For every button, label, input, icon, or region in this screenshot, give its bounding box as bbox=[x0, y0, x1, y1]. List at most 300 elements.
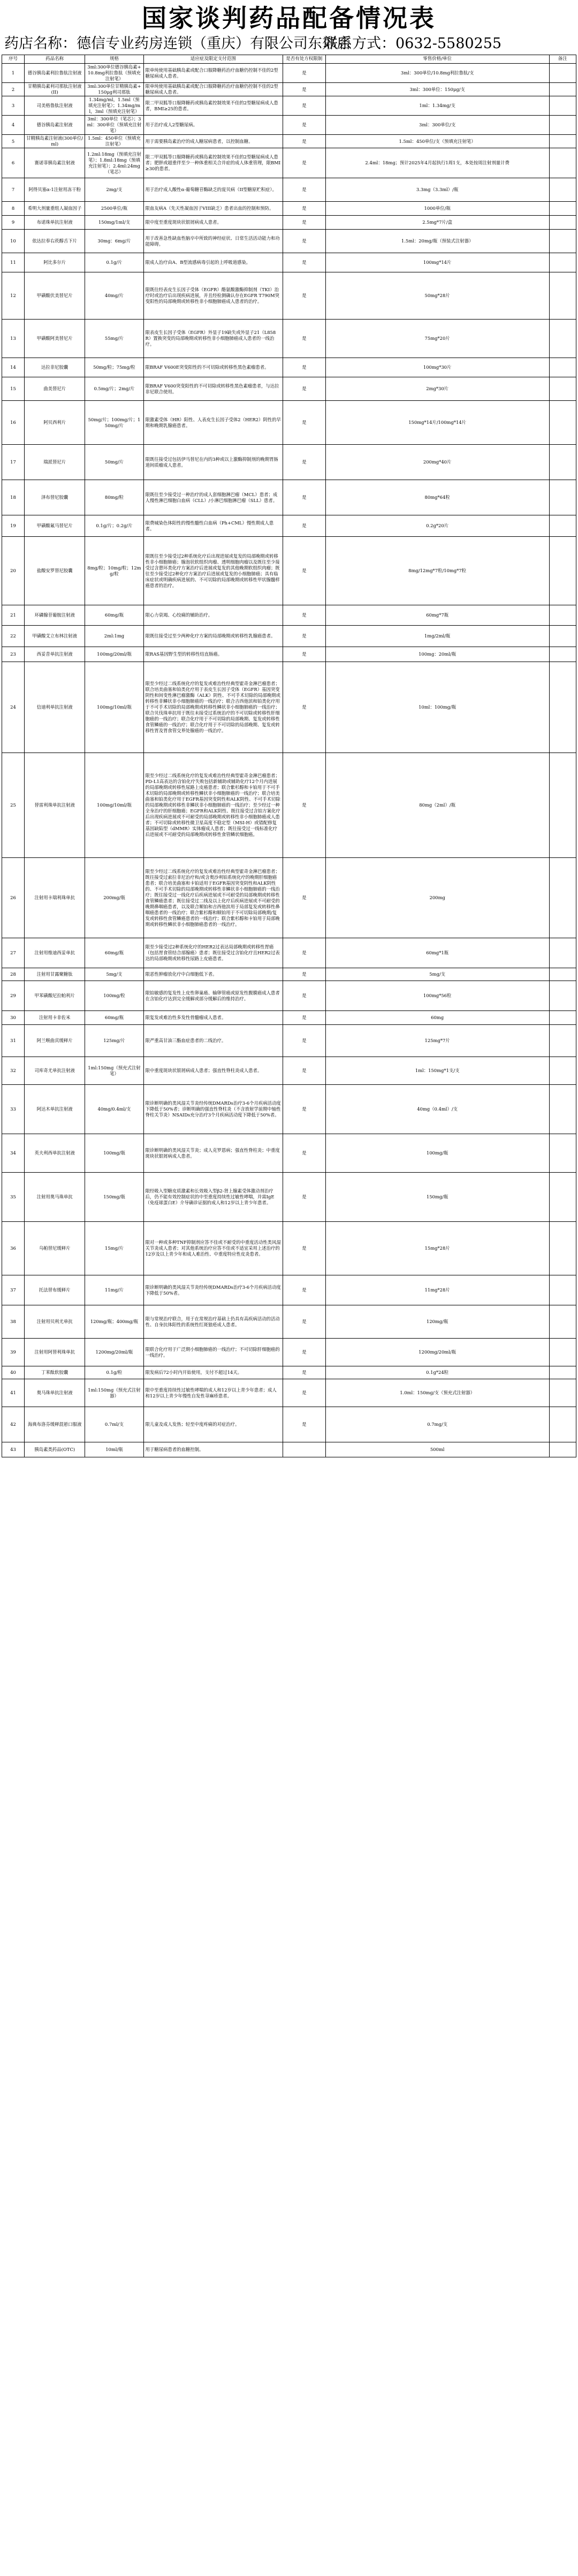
table-row bbox=[2, 116, 576, 135]
drug-spec: 100mg/瓶 bbox=[85, 1134, 143, 1173]
drug-indication: 限儿童及成人发热；轻至中度疼痛的对症治疗。 bbox=[143, 1407, 283, 1442]
retail-price: 200mg*40片 bbox=[325, 445, 549, 480]
drug-indication: 限经吸入型糖皮质激素和长效吸入型β2-肾上腺素受体激动剂治疗后，仍不能有效控制症状的中至重度持续性过敏性哮喘，并需IgE（免疫球蛋白E）介导确诊证据的成人和12岁以上青少年患者。 bbox=[143, 1173, 283, 1222]
retail-price: 100mg/瓶 bbox=[325, 1134, 549, 1173]
drug-indication: 限中重度斑块状银屑病成人患者；强直性脊柱炎成人患者。 bbox=[143, 1057, 283, 1085]
remark bbox=[549, 1134, 576, 1173]
drug-indication: 限表皮生长因子受体（EGFR）外显子19缺失或外显子21（L858R）置换突变的局部晚期或转移性非小细胞肺癌成人患者的一线治疗。 bbox=[143, 320, 283, 358]
rx-restriction: 是 bbox=[283, 64, 325, 83]
drug-name: 甘精胰岛素利司那肽注射液(II) bbox=[24, 83, 85, 96]
retail-price: 150mg/瓶 bbox=[325, 1173, 549, 1222]
remark bbox=[549, 515, 576, 537]
rx-restriction: 是 bbox=[283, 178, 325, 202]
drug-spec: 1.5ml：450单位（预填充注射笔） bbox=[85, 135, 143, 148]
drug-indication: 限血友病A（先天性凝血因子VIII缺乏）患者出血的控制和预防。 bbox=[143, 202, 283, 216]
row-number: 36 bbox=[2, 1222, 25, 1275]
row-number: 15 bbox=[2, 377, 25, 401]
retail-price: 50mg*28片 bbox=[325, 272, 549, 320]
drug-spec: 100mg/粒 bbox=[85, 981, 143, 1011]
row-number: 31 bbox=[2, 1025, 25, 1057]
rx-restriction: 是 bbox=[283, 96, 325, 116]
drug-name: 司库奇尤单抗注射液 bbox=[24, 1057, 85, 1085]
drug-spec: 0.7ml/支 bbox=[85, 1407, 143, 1442]
drug-indication: 限RAS基因野生型的转移性结直肠癌。 bbox=[143, 647, 283, 662]
drug-indication: 限既往至少接受过一种治疗的成人套细胞淋巴瘤（MCL）患者；成人慢性淋巴细胞白血病（CLL）/小淋巴细胞淋巴瘤（SLL）患者。 bbox=[143, 480, 283, 515]
table-row bbox=[2, 202, 576, 216]
column-header: 备注 bbox=[549, 55, 576, 64]
rx-restriction: 是 bbox=[283, 753, 325, 858]
remark bbox=[549, 1275, 576, 1305]
drug-name: 乌帕替尼缓释片 bbox=[24, 1222, 85, 1275]
drug-name: 甲磺酸氟马替尼片 bbox=[24, 515, 85, 537]
drug-indication: 限诊断明确的类风湿关节炎；成人克罗恩病；强直性脊柱炎；中重度斑块状银屑病成人患者。 bbox=[143, 1134, 283, 1173]
table-row bbox=[2, 216, 576, 230]
drug-spec: 150mg/1ml/支 bbox=[85, 216, 143, 230]
drug-name: 注射用阿替利珠单抗 bbox=[24, 1339, 85, 1366]
drug-name: 注射用维迪西妥单抗 bbox=[24, 938, 85, 968]
drug-name: 注射用奥马珠单抗 bbox=[24, 1173, 85, 1222]
drug-name: 甲磺酸艾立布林注射液 bbox=[24, 626, 85, 647]
drug-spec: 60mg/瓶 bbox=[85, 1011, 143, 1025]
row-number: 13 bbox=[2, 320, 25, 358]
retail-price: 3ml：300单位：150μg/支 bbox=[325, 83, 549, 96]
retail-price: 0.7mg/支 bbox=[325, 1407, 549, 1442]
rx-restriction: 是 bbox=[283, 1339, 325, 1366]
remark bbox=[549, 202, 576, 216]
row-number: 17 bbox=[2, 445, 25, 480]
remark bbox=[549, 96, 576, 116]
drug-spec: 10ml/瓶 bbox=[85, 1442, 143, 1457]
remark bbox=[549, 272, 576, 320]
table-row bbox=[2, 1339, 576, 1366]
drug-indication: 限至少经过二线系统化疗的复发或难治性经典型霍奇金淋巴瘤患者；联合培美曲塞和铂类化疗用于表皮生长因子受体（EGFR）基因突变阴性和间变性淋巴瘤激酶（ALK）阴性、不可手术切除的局部晚期或转移性非鳞状非小细胞肺癌的一线治疗；联合吉西他滨和铂类化疗用于不可手术切除的局部晚期或转移性鳞状非小细胞肺癌的一线治疗；联合贝伐珠单抗用于既往未接受过系统治疗的不可切除或转移性肝细胞癌的一线治疗；联合化疗用于不可切除的局部晚期、复发或转移性食管鳞癌的一线治疗；联合化疗用于不可切除的局部晚期、复发或转移性胃及胃食管交界处腺癌的一线治疗。 bbox=[143, 662, 283, 753]
column-header: 规格 bbox=[85, 55, 143, 64]
drug-indication: 限既往接受过包括伊马替尼在内的3种或以上激酶抑制剂的晚期胃肠道间质瘤成人患者。 bbox=[143, 445, 283, 480]
remark bbox=[549, 401, 576, 445]
row-number: 14 bbox=[2, 358, 25, 377]
drug-spec: 80mg/粒 bbox=[85, 480, 143, 515]
drug-spec: 1ml:150mg（预充式注射笔） bbox=[85, 1057, 143, 1085]
table-row bbox=[2, 1275, 576, 1305]
drug-spec: 2500单位/瓶 bbox=[85, 202, 143, 216]
drug-name: 阿兰喉曲宾缓释片 bbox=[24, 1025, 85, 1057]
rx-restriction: 是 bbox=[283, 272, 325, 320]
row-number: 7 bbox=[2, 178, 25, 202]
remark bbox=[549, 320, 576, 358]
drug-name: 奥马珠单抗注射液 bbox=[24, 1379, 85, 1407]
retail-price: 0.1g*24粒 bbox=[325, 1366, 549, 1379]
retail-price: 1mg/2ml/瓶 bbox=[325, 626, 549, 647]
drug-spec: 60mg/瓶 bbox=[85, 605, 143, 626]
row-number: 40 bbox=[2, 1366, 25, 1379]
table-row bbox=[2, 1011, 576, 1025]
rx-restriction: 是 bbox=[283, 968, 325, 981]
drug-spec: 1ml:150mg（预充式注射器） bbox=[85, 1379, 143, 1407]
remark bbox=[549, 1366, 576, 1379]
rx-restriction: 是 bbox=[283, 1275, 325, 1305]
table-row bbox=[2, 1305, 576, 1339]
rx-restriction: 是 bbox=[283, 1134, 325, 1173]
retail-price: 100mg*30片 bbox=[325, 358, 549, 377]
drug-indication: 限联合化疗用于广泛期小细胞肺癌的一线治疗；不可切除肝细胞癌的一线治疗。 bbox=[143, 1339, 283, 1366]
drug-indication: 限单纯使用基础胰岛素或配合口服降糖药治疗血糖仍控制不佳的2型糖尿病成人患者。 bbox=[143, 83, 283, 96]
drug-spec: 50mg/片 bbox=[85, 445, 143, 480]
drug-indication: 用于治疗成人2型糖尿病。 bbox=[143, 116, 283, 135]
table-row bbox=[2, 480, 576, 515]
store-info bbox=[2, 34, 576, 54]
rx-restriction: 是 bbox=[283, 1085, 325, 1134]
retail-price: 1ml：1.34mg/支 bbox=[325, 96, 549, 116]
drug-indication: 限成人治疗由A、B型流感病毒引起的上呼吸道感染。 bbox=[143, 253, 283, 272]
row-number: 29 bbox=[2, 981, 25, 1011]
remark bbox=[549, 938, 576, 968]
remark bbox=[549, 445, 576, 480]
drug-name: 信迪利单抗注射液 bbox=[24, 662, 85, 753]
retail-price: 75mg*20片 bbox=[325, 320, 549, 358]
rx-restriction: 是 bbox=[283, 1366, 325, 1379]
remark bbox=[549, 377, 576, 401]
remark bbox=[549, 135, 576, 148]
drug-spec: 40mg/0.4ml/支 bbox=[85, 1085, 143, 1134]
drug-name: 曲美替尼片 bbox=[24, 377, 85, 401]
table-row bbox=[2, 626, 576, 647]
drug-indication: 用于治疗成人酸性α-葡萄糖苷酶缺乏的庞贝病（II型糖原贮积症）。 bbox=[143, 178, 283, 202]
drug-name: 注射用卡瑞利珠单抗 bbox=[24, 858, 85, 938]
drug-spec: 3ml：300单位（笔芯）；3ml：300单位（预填充注射笔） bbox=[85, 116, 143, 135]
retail-price: 120mg/瓶 bbox=[325, 1305, 549, 1339]
row-number: 32 bbox=[2, 1057, 25, 1085]
retail-price: 0.2g*20片 bbox=[325, 515, 549, 537]
drug-name: 注射用卡非佐米 bbox=[24, 1011, 85, 1025]
row-number: 4 bbox=[2, 116, 25, 135]
rx-restriction: 是 bbox=[283, 1057, 325, 1085]
table-header-row bbox=[2, 55, 576, 64]
drug-indication: 限激素受体（HR）阳性、人表皮生长因子受体2（HER2）阴性的早期和晚期乳腺癌患者。 bbox=[143, 401, 283, 445]
retail-price: 125mg*7片 bbox=[325, 1025, 549, 1057]
remark bbox=[549, 480, 576, 515]
table-row bbox=[2, 858, 576, 938]
drug-spec: 100mg/10ml/瓶 bbox=[85, 753, 143, 858]
drug-indication: 限中至重度持续性过敏性哮喘的成人和12岁以上青少年患者；成人和12岁以上青少年慢性自发性荨麻疹患者。 bbox=[143, 1379, 283, 1407]
drug-table bbox=[2, 55, 576, 1457]
table-row bbox=[2, 377, 576, 401]
remark bbox=[549, 753, 576, 858]
retail-price: 500ml bbox=[325, 1442, 549, 1457]
rx-restriction: 是 bbox=[283, 216, 325, 230]
drug-indication: 限二甲双胍等口服降糖药或胰岛素控制效果不佳的2型糖尿病成人患者；肥胖或超重伴至少一种体重相关合并症的成人体重管理，限BMI≥30的患者。 bbox=[143, 148, 283, 178]
remark bbox=[549, 1025, 576, 1057]
drug-spec: 3ml:300单位德谷胰岛素+10.8mg利拉鲁肽（预填充注射笔） bbox=[85, 64, 143, 83]
row-number: 2 bbox=[2, 83, 25, 96]
drug-name: 甲苯磺酸尼拉帕利片 bbox=[24, 981, 85, 1011]
drug-spec: 40mg/片 bbox=[85, 272, 143, 320]
rx-restriction: 是 bbox=[283, 377, 325, 401]
drug-spec: 150mg/瓶 bbox=[85, 1173, 143, 1222]
drug-spec: 1.34mg/ml，1.5ml（预填充注射笔）；1.34mg/ml，3ml（预填充注射笔） bbox=[85, 96, 143, 116]
row-number: 21 bbox=[2, 605, 25, 626]
drug-name: 德谷胰岛素注射液 bbox=[24, 116, 85, 135]
row-number: 11 bbox=[2, 253, 25, 272]
remark bbox=[549, 1057, 576, 1085]
remark bbox=[549, 537, 576, 605]
row-number: 27 bbox=[2, 938, 25, 968]
rx-restriction: 是 bbox=[283, 230, 325, 253]
drug-name: 依达拉奉右莰醇舌下片 bbox=[24, 230, 85, 253]
table-row bbox=[2, 148, 576, 178]
drug-indication: 限至少经过二线系统化疗的复发或难治性经典型霍奇金淋巴瘤患者；PD-L1高表达的含铂化疗失败包括新辅助或辅助化疗12个月内进展的局部晚期或转移性尿路上皮癌患者；联合紫杉醇和卡铂用于不可手术切除的局部晚期或转移性鳞状非小细胞肺癌的一线治疗；联合培美曲塞和铂类化疗用于EGFR基因突变阴性和ALK阴性、不可手术切除的局部晚期或转移性非鳞状非小细胞肺癌的一线治疗；至少经过一种全身治疗的肝细胞癌；EGFR和ALK阴性、既往接受过含铂方案化疗后出现疾病进展或不可耐受的局部晚期或转移性非小细胞肺癌成人患者；不可切除或转移性微卫星高度不稳定型（MSI-H）或错配修复基因缺陷型（dMMR）实体瘤成人患者；既往接受过一线标准化疗后进展或不可耐受的局部晚期或转移性食管鳞状细胞癌。 bbox=[143, 753, 283, 858]
row-number: 6 bbox=[2, 148, 25, 178]
rx-restriction: 是 bbox=[283, 1305, 325, 1339]
table-row bbox=[2, 1085, 576, 1134]
row-number: 28 bbox=[2, 968, 25, 981]
remark bbox=[549, 858, 576, 938]
column-header: 零售价格/单位 bbox=[325, 55, 549, 64]
table-row bbox=[2, 1134, 576, 1173]
row-number: 9 bbox=[2, 216, 25, 230]
remark bbox=[549, 116, 576, 135]
rx-restriction: 是 bbox=[283, 358, 325, 377]
retail-price: 5mg/支 bbox=[325, 968, 549, 981]
remark bbox=[549, 1305, 576, 1339]
retail-price: 1ml：150mg*1支/支 bbox=[325, 1057, 549, 1085]
retail-price: 80mg（2ml）/瓶 bbox=[325, 753, 549, 858]
retail-price: 150mg*14片/100mg*14片 bbox=[325, 401, 549, 445]
drug-name: 环磷腺苷葡胺注射液 bbox=[24, 605, 85, 626]
drug-spec: 30mg：6mg/片 bbox=[85, 230, 143, 253]
row-number: 26 bbox=[2, 858, 25, 938]
row-number: 38 bbox=[2, 1305, 25, 1339]
drug-name: 托法替布缓释片 bbox=[24, 1275, 85, 1305]
drug-name: 阿比多尔片 bbox=[24, 253, 85, 272]
drug-spec: 50mg/片；100mg/片；150mg/片 bbox=[85, 401, 143, 445]
retail-price: 1200mg/20ml/瓶 bbox=[325, 1339, 549, 1366]
retail-price: 200mg bbox=[325, 858, 549, 938]
drug-indication: 限既往至少接受过2种系统化疗后出现进展或复发的局部晚期或转移性非小细胞肺癌；腺泡状软组织肉瘤、透明细胞肉瘤以及既往至少接受过含蒽环类化疗方案治疗后进展或复发的其他晚期软组织肉瘤；既往至少接受过2种化疗方案治疗后进展或复发的小细胞肺癌；具有临床症状或明确疾病进展的、不可切除的局部晚期或转移性甲状腺髓样癌患者的治疗。 bbox=[143, 537, 283, 605]
drug-name: 海典布洛芬缓释混悬口服液 bbox=[24, 1407, 85, 1442]
drug-name: 达拉非尼胶囊 bbox=[24, 358, 85, 377]
remark bbox=[549, 178, 576, 202]
row-number: 1 bbox=[2, 64, 25, 83]
drug-indication: 限BRAF V600突变阳性的不可切除或转移性黑色素瘤患者，与达拉非尼联合使用。 bbox=[143, 377, 283, 401]
retail-price: 3.3mg（3.3ml）/瓶 bbox=[325, 178, 549, 202]
drug-name: 瑞派替尼片 bbox=[24, 445, 85, 480]
drug-name: 盐酸安罗替尼胶囊 bbox=[24, 537, 85, 605]
drug-indication: 限发病后72小时内开始使用，支付不超过14天。 bbox=[143, 1366, 283, 1379]
row-number: 22 bbox=[2, 626, 25, 647]
drug-indication: 限二甲双胍等口服降糖药或胰岛素控制效果不佳的2型糖尿病成人患者，BMI≥25的患者。 bbox=[143, 96, 283, 116]
table-row bbox=[2, 358, 576, 377]
drug-indication: 限诊断明确的类风湿关节炎经传统DMARDs治疗3-6个月疾病活动度下降低于50%者；诊断明确的强直性脊柱炎（不含放射学前期中轴性脊柱关节炎）NSAIDs充分治疗3个月疾病活动度下降低于50%者。 bbox=[143, 1085, 283, 1134]
rx-restriction: 是 bbox=[283, 1011, 325, 1025]
rx-restriction: 是 bbox=[283, 662, 325, 753]
table-row bbox=[2, 1173, 576, 1222]
drug-indication: 用于糖尿病患者的血糖控制。 bbox=[143, 1442, 283, 1457]
drug-name: 替雷利珠单抗注射液 bbox=[24, 753, 85, 858]
retail-price: 2.5mg*7片/盒 bbox=[325, 216, 549, 230]
table-row bbox=[2, 96, 576, 116]
drug-spec: 15mg/片 bbox=[85, 1222, 143, 1275]
table-row bbox=[2, 753, 576, 858]
table-row bbox=[2, 83, 576, 96]
retail-price: 2.4ml：18mg；预计2025年4月起执行1周1支，本处按周注射剂量计费 bbox=[325, 148, 549, 178]
rx-restriction: 是 bbox=[283, 83, 325, 96]
rx-restriction: 是 bbox=[283, 401, 325, 445]
rx-restriction: 是 bbox=[283, 1222, 325, 1275]
remark bbox=[549, 981, 576, 1011]
drug-indication: 限费城染色体阳性的慢性髓性白血病（Ph+CML）慢性期成人患者。 bbox=[143, 515, 283, 537]
table-row bbox=[2, 968, 576, 981]
table-row bbox=[2, 253, 576, 272]
table-row bbox=[2, 1057, 576, 1085]
table-row bbox=[2, 1379, 576, 1407]
table-row bbox=[2, 1407, 576, 1442]
table-row bbox=[2, 662, 576, 753]
rx-restriction: 是 bbox=[283, 320, 325, 358]
drug-spec: 200mg/瓶 bbox=[85, 858, 143, 938]
row-number: 37 bbox=[2, 1275, 25, 1305]
drug-name: 德谷胰岛素利拉鲁肽注射液 bbox=[24, 64, 85, 83]
page-title: 国家谈判药品配备情况表 bbox=[142, 4, 436, 33]
retail-price: 11mg*28片 bbox=[325, 1275, 549, 1305]
retail-price: 3ml：300单位/10.8mg利拉鲁肽/支 bbox=[325, 64, 549, 83]
retail-price: 8mg/12mg*7粒/10mg*7粒 bbox=[325, 537, 549, 605]
column-header: 序号 bbox=[2, 55, 25, 64]
remark bbox=[549, 216, 576, 230]
retail-price: 1.5ml：20mg/瓶（预装式注射器） bbox=[325, 230, 549, 253]
drug-spec: 50mg/粒；75mg/粒 bbox=[85, 358, 143, 377]
table-row bbox=[2, 272, 576, 320]
drug-spec: 1200mg/20ml/瓶 bbox=[85, 1339, 143, 1366]
drug-name: 泽布替尼胶囊 bbox=[24, 480, 85, 515]
retail-price: 80mg*64粒 bbox=[325, 480, 549, 515]
drug-name: 英夫利西单抗注射液 bbox=[24, 1134, 85, 1173]
retail-price: 100mg*56粒 bbox=[325, 981, 549, 1011]
column-header: 药品名称 bbox=[24, 55, 85, 64]
drug-indication: 限复发或难治性多发性骨髓瘤成人患者。 bbox=[143, 1011, 283, 1025]
rx-restriction: 是 bbox=[283, 116, 325, 135]
row-number: 8 bbox=[2, 202, 25, 216]
drug-name: 胰岛素类药品(OTC) bbox=[24, 1442, 85, 1457]
retail-price: 40mg（0.4ml）/支 bbox=[325, 1085, 549, 1134]
rx-restriction: 是 bbox=[283, 202, 325, 216]
table-row bbox=[2, 178, 576, 202]
rx-restriction: 是 bbox=[283, 647, 325, 662]
retail-price: 100mg：20ml/瓶 bbox=[325, 647, 549, 662]
drug-spec: 125mg/片 bbox=[85, 1025, 143, 1057]
row-number: 43 bbox=[2, 1442, 25, 1457]
drug-spec: 0.1g/片；0.2g/片 bbox=[85, 515, 143, 537]
remark bbox=[549, 1011, 576, 1025]
row-number: 39 bbox=[2, 1339, 25, 1366]
drug-name: 甘精胰岛素注射液(300单位/ml) bbox=[24, 135, 85, 148]
store-name: 药店名称：德信专业药房连锁（重庆）有限公司东郊店 bbox=[4, 35, 351, 52]
drug-spec: 1.2ml:18mg（预填充注射笔）；1.8ml:18mg（预填充注射笔）；2.4ml:24mg（笔芯） bbox=[85, 148, 143, 178]
drug-spec: 0.5mg/片；2mg/片 bbox=[85, 377, 143, 401]
drug-name: 司美格鲁肽注射液 bbox=[24, 96, 85, 116]
rx-restriction: 是 bbox=[283, 605, 325, 626]
drug-name: 布诺珠单抗注射液 bbox=[24, 216, 85, 230]
table-row bbox=[2, 1366, 576, 1379]
retail-price: 60mg*1瓶 bbox=[325, 938, 549, 968]
rx-restriction: 是 bbox=[283, 480, 325, 515]
row-number: 16 bbox=[2, 401, 25, 445]
row-number: 12 bbox=[2, 272, 25, 320]
table-row bbox=[2, 320, 576, 358]
row-number: 34 bbox=[2, 1134, 25, 1173]
row-number: 24 bbox=[2, 662, 25, 753]
table-row bbox=[2, 515, 576, 537]
rx-restriction: 是 bbox=[283, 1025, 325, 1057]
drug-name: 甲磺酸伏美替尼片 bbox=[24, 272, 85, 320]
drug-indication: 限与常规治疗联合，用于在常规治疗基础上仍具有高疾病活动的活动性、自身抗体阳性的系统性红斑狼疮成人患者。 bbox=[143, 1305, 283, 1339]
drug-indication: 限对一种或多种TNF抑制剂应答不佳或不耐受的中重度活动性类风湿关节炎成人患者；对其他系统治疗应答不佳或不适宜采用上述治疗的12岁及以上青少年和成人难治性、中重度特应性皮炎患者。 bbox=[143, 1222, 283, 1275]
drug-name: 希明大剂量重组人凝血因子 bbox=[24, 202, 85, 216]
drug-spec: 0.1g/片 bbox=[85, 253, 143, 272]
row-number: 42 bbox=[2, 1407, 25, 1442]
drug-indication: 限至少经过二线系统化疗的复发或难治性经典型霍奇金淋巴瘤患者；既往接受过索拉非尼治疗和/或含奥沙利铂系统化疗的晚期肝细胞癌患者；联合培美曲塞和卡铂适用于EGFR基因突变阴性和ALK阴性的、不可手术切除的局部晚期或转移性非鳞状非小细胞肺癌的一线治疗；既往接受过一线化疗后疾病进展或不可耐受的局部晚期或转移性食管鳞癌患者；既往接受过二线及以上化疗后疾病进展或不可耐受的晚期鼻咽癌患者，以及联合顺铂和吉西他滨用于局部复发或转移性鼻咽癌患者的一线治疗；联合紫杉醇和顺铂用于不可切除局部晚期/复发或转移性食管鳞癌患者的一线治疗；联合紫杉醇和卡铂用于局部晚期或转移性鳞状非小细胞肺癌患者的一线治疗。 bbox=[143, 858, 283, 938]
table-row bbox=[2, 401, 576, 445]
drug-indication: 用于改善急性缺血性脑卒中所致的神经症状、日常生活活动能力和功能障碍。 bbox=[143, 230, 283, 253]
column-header: 适应症及限定支付范围 bbox=[143, 55, 283, 64]
retail-price: 10ml：100mg/瓶 bbox=[325, 662, 549, 753]
row-number: 23 bbox=[2, 647, 25, 662]
rx-restriction: 是 bbox=[283, 148, 325, 178]
remark bbox=[549, 253, 576, 272]
retail-price: 1.5ml：450单位/支（预填充注射笔） bbox=[325, 135, 549, 148]
rx-restriction: 是 bbox=[283, 445, 325, 480]
row-number: 30 bbox=[2, 1011, 25, 1025]
rx-restriction: 是 bbox=[283, 135, 325, 148]
drug-indication: 限BRAF V600E突变阳性的不可切除或转移性黑色素瘤患者。 bbox=[143, 358, 283, 377]
remark bbox=[549, 647, 576, 662]
drug-spec: 11mg/片 bbox=[85, 1275, 143, 1305]
rx-restriction: 是 bbox=[283, 537, 325, 605]
table-row bbox=[2, 230, 576, 253]
retail-price: 1000单位/瓶 bbox=[325, 202, 549, 216]
rx-restriction: 是 bbox=[283, 1379, 325, 1407]
row-number: 10 bbox=[2, 230, 25, 253]
drug-spec: 100mg/20ml/瓶 bbox=[85, 647, 143, 662]
drug-spec: 0.1g/粒 bbox=[85, 1366, 143, 1379]
table-row bbox=[2, 537, 576, 605]
drug-indication: 用于需要胰岛素治疗的成人糖尿病患者，以控制血糖。 bbox=[143, 135, 283, 148]
rx-restriction bbox=[283, 1442, 325, 1457]
remark bbox=[549, 1407, 576, 1442]
remark bbox=[549, 1173, 576, 1222]
remark bbox=[549, 1085, 576, 1134]
remark bbox=[549, 1222, 576, 1275]
row-number: 20 bbox=[2, 537, 25, 605]
drug-name: 注射用贝利尤单抗 bbox=[24, 1305, 85, 1339]
remark bbox=[549, 1339, 576, 1366]
rx-restriction: 是 bbox=[283, 1407, 325, 1442]
drug-indication: 限单纯使用基础胰岛素或配合口服降糖药治疗血糖仍控制不佳的2型糖尿病成人患者。 bbox=[143, 64, 283, 83]
table-row bbox=[2, 64, 576, 83]
drug-name: 阿得贝塞α-1注射用冻干粉 bbox=[24, 178, 85, 202]
row-number: 25 bbox=[2, 753, 25, 858]
drug-name: 赛诺菲胰岛素注射液 bbox=[24, 148, 85, 178]
drug-spec: 55mg/片 bbox=[85, 320, 143, 358]
drug-spec: 5mg/支 bbox=[85, 968, 143, 981]
row-number: 19 bbox=[2, 515, 25, 537]
remark bbox=[549, 230, 576, 253]
remark bbox=[549, 605, 576, 626]
table-row bbox=[2, 938, 576, 968]
drug-spec: 2ml:1mg bbox=[85, 626, 143, 647]
row-number: 18 bbox=[2, 480, 25, 515]
drug-indication: 限恶性肿瘤放化疗中白细胞低下者。 bbox=[143, 968, 283, 981]
table-row bbox=[2, 135, 576, 148]
